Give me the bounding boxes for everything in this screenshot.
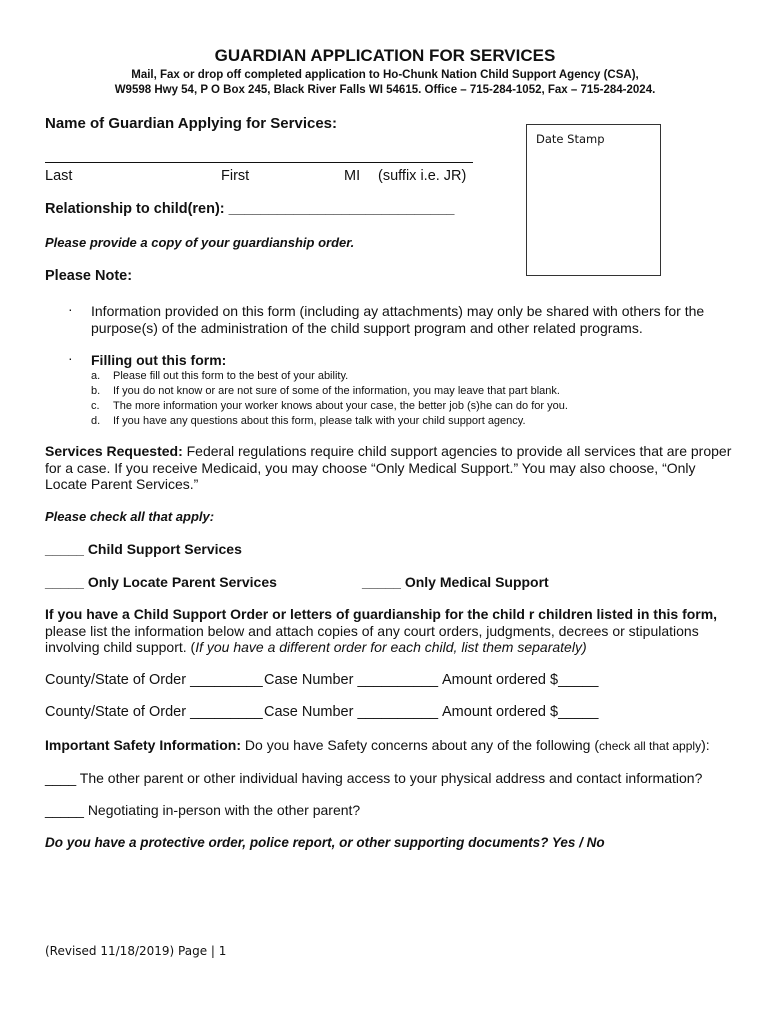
first-name-label: First: [221, 168, 250, 184]
services-requested-line3: Locate Parent Services.”: [45, 476, 199, 492]
list-item-marker: b.: [91, 385, 101, 397]
list-item-marker: c.: [91, 400, 100, 412]
safety-negotiating-option[interactable]: _____ Negotiating in-person with the other parent?: [45, 802, 361, 818]
please-note-heading: Please Note:: [45, 268, 133, 284]
guardian-name-line[interactable]: [45, 162, 473, 163]
county-state-field[interactable]: County/State of Order _________: [45, 672, 263, 688]
list-item: If you have any questions about this form, please talk with your child support agency.: [113, 415, 526, 427]
form-title: GUARDIAN APPLICATION FOR SERVICES: [214, 46, 556, 65]
orders-line3: [45, 639, 587, 655]
suffix-label: (suffix i.e. JR): [378, 168, 467, 184]
amount-ordered-field[interactable]: Amount ordered $_____: [442, 704, 599, 720]
county-state-field[interactable]: County/State of Order _________: [45, 704, 263, 720]
check-all-instruction: Please check all that apply:: [45, 509, 215, 524]
relationship-field[interactable]: Relationship to child(ren): ____________________________: [45, 201, 455, 217]
safety-question-text: Do you have Safety concerns about any of the following (: [241, 737, 600, 753]
date-stamp-label: Date Stamp: [536, 132, 605, 146]
safety-heading: Important Safety Information:: [45, 737, 242, 753]
bullet-marker: ·: [68, 350, 73, 366]
last-name-label: Last: [45, 168, 73, 184]
services-requested-line1: [45, 443, 731, 459]
amount-ordered-field[interactable]: Amount ordered $_____: [442, 672, 599, 688]
form-subtitle-line1: Mail, Fax or drop off completed application to Ho-Chunk Nation Child Support Agency (CSA),: [131, 69, 639, 81]
list-item-marker: d.: [91, 415, 101, 427]
safety-question-close: ):: [701, 737, 710, 753]
child-support-services-option[interactable]: _____ Child Support Services: [45, 541, 242, 557]
middle-initial-label: MI: [344, 168, 361, 184]
list-item: If you do not know or are not sure of some of the information, you may leave that part blank.: [113, 385, 560, 397]
case-number-field[interactable]: Case Number __________: [264, 672, 439, 688]
page-footer: (Revised 11/18/2019) Page | 1: [45, 944, 227, 958]
safety-question: [45, 737, 710, 753]
orders-line3-italic: If you have a different order for each child, list them separately): [195, 639, 587, 655]
list-item: The more information your worker knows about your case, the better job (s)he can do for you.: [113, 400, 568, 412]
orders-line3-text: involving child support. (: [45, 639, 196, 655]
orders-line2: please list the information below and attach copies of any court orders, judgments, decrees or stipulations: [45, 623, 699, 639]
info-sharing-line1: Information provided on this form (including ay attachments) may only be shared with others for the: [91, 303, 705, 319]
form-subtitle-line2: W9598 Hwy 54, P O Box 245, Black River Falls WI 54615. Office – 715-284-1052, Fax – 715-284-2024.: [114, 84, 656, 96]
safety-address-option[interactable]: ____ The other parent or other individual having access to your physical address and contact information?: [45, 770, 703, 786]
services-requested-heading: Services Requested:: [45, 443, 183, 459]
guardian-name-heading: Name of Guardian Applying for Services:: [45, 115, 338, 132]
protective-order-question[interactable]: Do you have a protective order, police report, or other supporting documents? Yes / No: [45, 835, 605, 850]
case-number-field[interactable]: Case Number __________: [264, 704, 439, 720]
guardianship-order-note: Please provide a copy of your guardianship order.: [45, 235, 355, 250]
orders-heading: If you have a Child Support Order or letters of guardianship for the child r children listed in this form,: [45, 606, 718, 622]
info-sharing-line2: purpose(s) of the administration of the child support program and other related programs.: [91, 320, 643, 336]
filling-out-heading: Filling out this form:: [91, 352, 227, 368]
services-requested-line2: for a case. If you receive Medicaid, you may choose “Only Medical Support.” You may also choose, “Only: [45, 460, 696, 476]
services-requested-text: Federal regulations require child support agencies to provide all services that are proper: [182, 443, 732, 459]
medical-support-option[interactable]: _____ Only Medical Support: [362, 574, 549, 590]
list-item-marker: a.: [91, 370, 101, 382]
bullet-marker: ·: [68, 301, 73, 317]
list-item: Please fill out this form to the best of your ability.: [113, 370, 349, 382]
date-stamp-box: [526, 124, 661, 276]
safety-check-note: check all that apply: [599, 739, 702, 753]
locate-parent-option[interactable]: _____ Only Locate Parent Services: [45, 574, 277, 590]
